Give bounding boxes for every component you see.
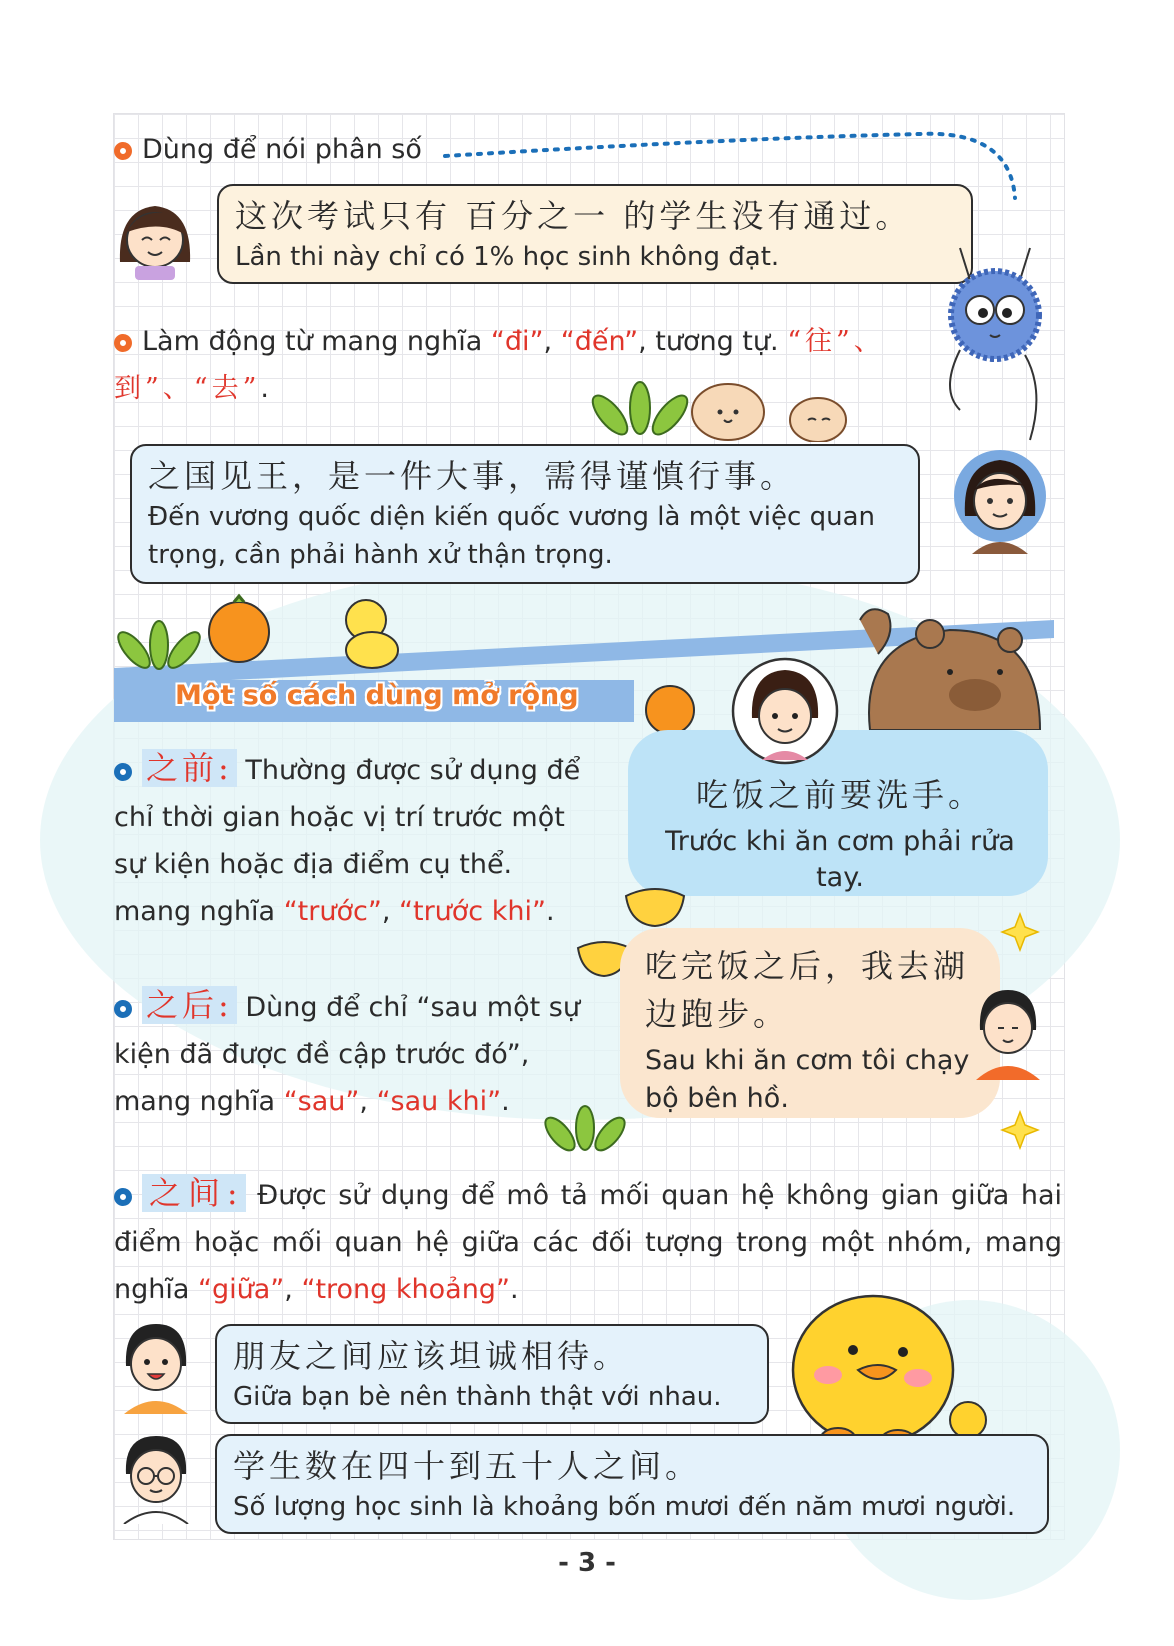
zhihou-example: 吃完饭之后，我去湖边跑步。 Sau khi ăn cơm tôi chạy bộ bên hồ.: [645, 947, 970, 1114]
example-zh: 学生数在四十到五十人之间。: [233, 1447, 702, 1485]
zhijian-example1-bubble: [215, 1324, 769, 1424]
boy-avatar: [114, 1318, 198, 1414]
bullet-icon: [114, 142, 132, 160]
example-zh: 朋友之间应该坦诚相待。: [233, 1337, 630, 1375]
verb-heading: Làm động từ mang nghĩa “đi”, “đến”, tương tự. “往”、 到”、“去”.: [114, 326, 885, 404]
section-title: Một số cách dùng mở rộng: [175, 680, 579, 711]
girl-avatar: [110, 190, 200, 280]
star-icon: [1000, 912, 1040, 952]
orange-icon: [640, 680, 700, 736]
example-vi: Lần thi này chỉ có 1% học sinh không đạt.: [235, 242, 780, 272]
example-vi: Đến vương quốc diện kiến quốc vương là một việc quan trọng, cần phải hành xử thận trọng.: [148, 502, 875, 570]
verb-example-bubble: [130, 444, 920, 584]
zhihou-description: 之后: Dùng để chỉ “sau một sự kiện đã được đề cập trước đó”, mang nghĩa “sau”, “sau khi”.: [114, 986, 580, 1117]
boy-avatar: [968, 984, 1048, 1080]
example-zh: 这次考试只有 百分之一 的学生没有通过。: [235, 197, 912, 235]
bullet-icon: [114, 334, 132, 352]
leaves-icon: [540, 1104, 630, 1156]
capybara-icon: [840, 600, 1050, 730]
example-zh: 之国见王，是一件大事，需得谨慎行事。: [148, 457, 797, 495]
teacher-avatar: [114, 1428, 198, 1524]
dumplings-icon: [690, 372, 850, 442]
star-icon: [1000, 1110, 1040, 1150]
zhiqian-example: 吃饭之前要洗手。 Trước khi ăn cơm phải rửa tay.: [665, 776, 1015, 893]
fractions-heading: Dùng để nói phân số: [114, 126, 422, 173]
leaves-icon: [585, 380, 695, 440]
bullet-icon: [114, 763, 132, 781]
example-vi: Giữa bạn bè nên thành thật với nhau.: [233, 1382, 722, 1412]
page-number: - 3 -: [558, 1548, 616, 1578]
girl-avatar: [730, 656, 840, 766]
zhijian-description: 之间: Được sử dụng để mô tả mối quan hệ không gian giữa hai điểm hoặc mối quan hệ giữa các đối tượng trong một nhóm, mang nghĩa “giữa”, “trong khoảng”.: [114, 1174, 1062, 1305]
fraction-example-bubble: [217, 184, 973, 284]
woman-avatar: [950, 446, 1050, 556]
zhiqian-description: 之前: Thường được sử dụng để chỉ thời gian hoặc vị trí trước một sự kiện hoặc địa điểm cụ thể. mang nghĩa “trước”, “trước khi”.: [114, 749, 581, 927]
bullet-icon: [114, 1000, 132, 1018]
bullet-icon: [114, 1188, 132, 1206]
zhijian-example2-bubble: [215, 1434, 1049, 1534]
example-vi: Số lượng học sinh là khoảng bốn mươi đến năm mươi người.: [233, 1492, 1016, 1522]
gold-ingot-icon: [620, 872, 690, 932]
